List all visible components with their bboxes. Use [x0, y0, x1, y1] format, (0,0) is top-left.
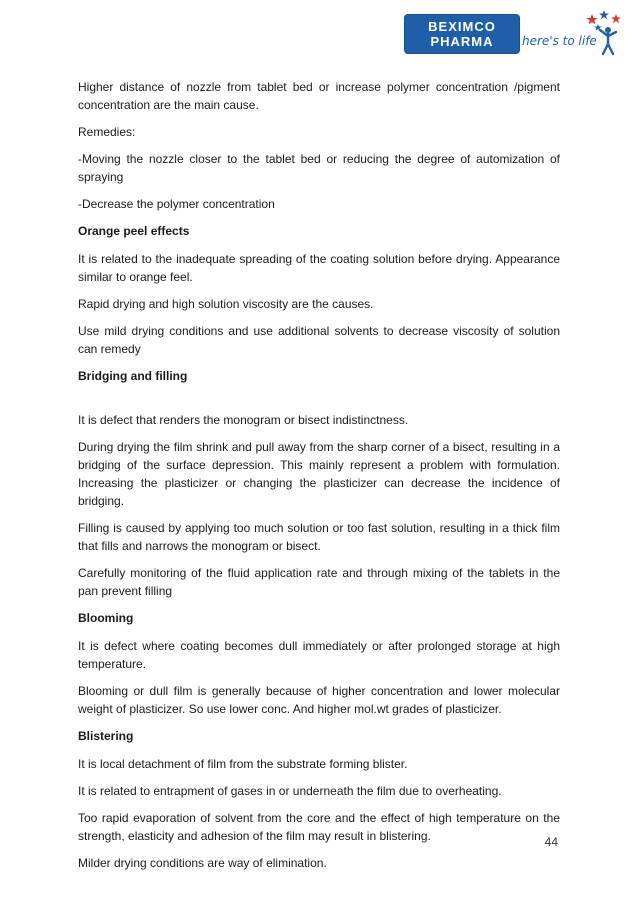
paragraph: Blooming or dull film is generally because of higher concentration and lower molecular weight of plasticizer. So use lower conc. And higher mol.wt grades of plasticizer. [78, 684, 560, 716]
paragraph: -Decrease the polymer concentration [78, 197, 275, 211]
page-number: 44 [544, 835, 558, 849]
page-header [404, 8, 624, 58]
paragraph: Carefully monitoring of the fluid application rate and through mixing of the tablets in the pan prevent filling [78, 566, 560, 598]
section-heading: Blooming [78, 611, 134, 625]
paragraph: It is defect where coating becomes dull immediately or after prolonged storage at high temperature. [78, 639, 560, 671]
paragraph: It is related to entrapment of gases in or underneath the film due to overheating. [78, 784, 502, 798]
paragraph: It is defect that renders the monogram or bisect indistinctness. [78, 413, 409, 427]
beximco-logo [404, 14, 520, 54]
section-heading: Bridging and filling [78, 369, 188, 383]
paragraph: Rapid drying and high solution viscosity are the causes. [78, 297, 374, 311]
logo-line2: PHARMA [430, 34, 494, 49]
stars-figure-icon [584, 8, 624, 56]
paragraph: Use mild drying conditions and use additional solvents to decrease viscosity of solution can remedy [78, 324, 560, 356]
paragraph: -Moving the nozzle closer to the tablet bed or reducing the degree of automization of spraying [78, 152, 560, 184]
paragraph: It is local detachment of film from the substrate forming blister. [78, 757, 408, 771]
section-heading: Orange peel effects [78, 224, 190, 238]
paragraph: It is related to the inadequate spreading of the coating solution before drying. Appearance similar to orange feel. [78, 252, 560, 284]
paragraph: Too rapid evaporation of solvent from the core and the effect of high temperature on the strength, elasticity and adhesion of the film may result in blistering. [78, 811, 560, 843]
paragraph: Milder drying conditions are way of elimination. [78, 856, 327, 870]
paragraph: Filling is caused by applying too much solution or too fast solution, resulting in a thick film that fills and narrows the monogram or bisect. [78, 521, 560, 553]
logo-line1: BEXIMCO [428, 19, 496, 34]
paragraph: During drying the film shrink and pull away from the sharp corner of a bisect, resulting in a bridging of the surface depression. This mainly represent a problem with formulation. Increasing the plasticizer or changing the plasticizer can decrease the incidence of bridging. [78, 440, 560, 508]
paragraph: Remedies: [78, 125, 136, 139]
section-heading: Blistering [78, 729, 134, 743]
paragraph: Higher distance of nozzle from tablet bed or increase polymer concentration /pigment concentration are the main cause. [78, 80, 560, 112]
document-body [78, 78, 560, 881]
tagline: here's to life [522, 34, 597, 48]
